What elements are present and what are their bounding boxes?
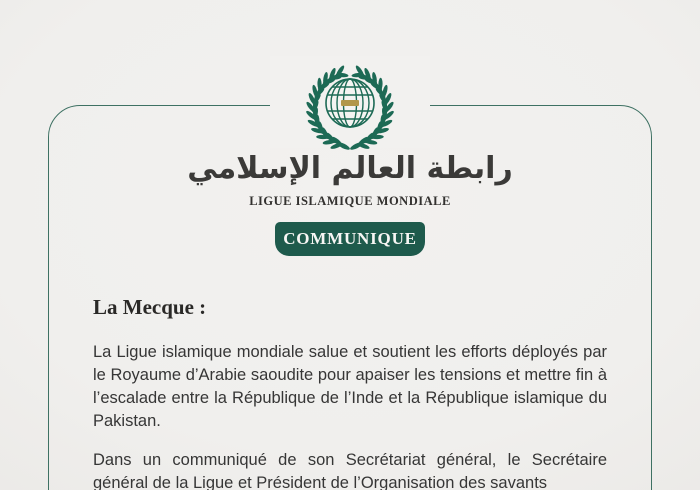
paragraph-2: Dans un communiqué de son Secrétariat général, le Secrétaire général de la Ligue et Président de l’Organisation des savants bbox=[93, 451, 607, 490]
globe-icon bbox=[326, 79, 374, 127]
dateline: La Mecque : bbox=[93, 295, 207, 319]
communique-banner-label: COMMUNIQUE bbox=[283, 229, 417, 248]
logo bbox=[270, 56, 430, 148]
mwl-logo bbox=[288, 56, 412, 152]
communique-banner bbox=[275, 222, 425, 256]
gold-band bbox=[341, 100, 359, 106]
org-name-arabic: رابطة العالم الإسلامي bbox=[187, 151, 513, 186]
paragraph-1: La Ligue islamique mondiale salue et soutient les efforts déployés par le Royaume d’Arabie saoudite pour apaiser les tensions et mettre fin à l’escalade entre la République de l’Inde et la République islamique du Pakistan. bbox=[93, 343, 607, 430]
org-name-french: LIGUE ISLAMIQUE MONDIALE bbox=[249, 194, 451, 208]
